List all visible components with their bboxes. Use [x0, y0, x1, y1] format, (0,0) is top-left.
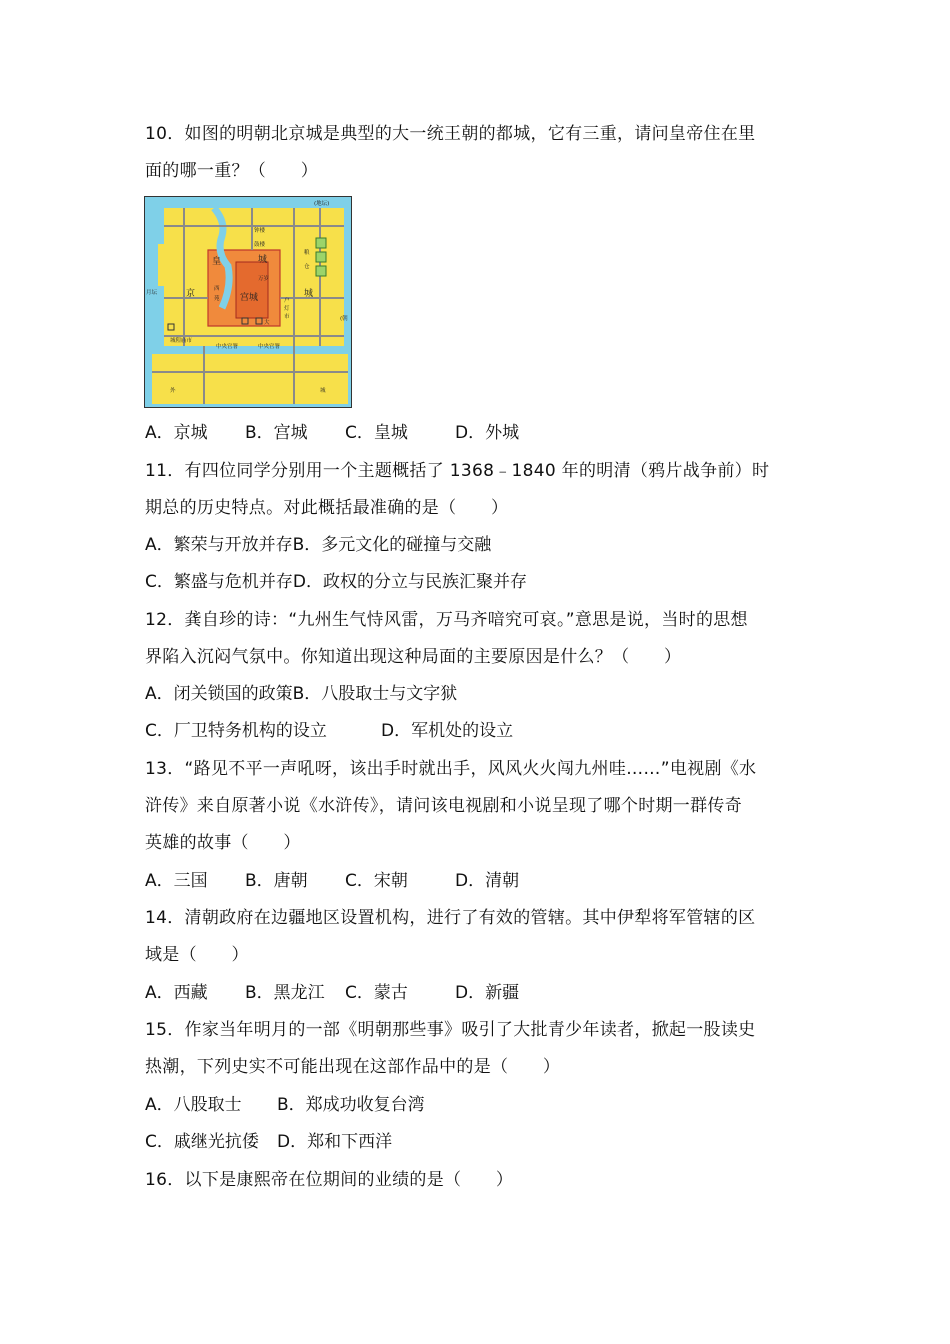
q12-option-a[interactable]: A．闭关锁国的政策	[145, 684, 293, 704]
q11-options-row1	[145, 533, 491, 557]
q11-stem-line1: 11．有四位同学分别用一个主题概括了 1368﹣1840 年的明清（鸦片战争前）时	[145, 461, 770, 481]
q14-options	[145, 981, 519, 1005]
map-label-xi: 西	[214, 286, 220, 292]
map-label-cheng-capital: 城	[304, 289, 314, 299]
q10-option-b[interactable]: B．宫城	[245, 423, 308, 443]
q13-option-a[interactable]: A．三国	[145, 871, 208, 891]
map-label-yuetan: 月坛	[146, 290, 158, 296]
q15-option-d[interactable]: D．郑和下西洋	[277, 1132, 393, 1152]
map-label-granary-2: 仓	[304, 264, 310, 270]
q12-options-row1	[145, 682, 457, 706]
map-label-chao: (朝	[340, 316, 348, 322]
q12-options-row2	[145, 719, 513, 743]
q12-stem-line2: 界陷入沉闷气氛中。你知道出现这种局面的主要原因是什么？（ ）	[145, 647, 682, 667]
q11-stem-line2: 期总的历史特点。对此概括最准确的是（ ）	[145, 498, 509, 518]
map-label-shi: 市	[284, 314, 290, 320]
map-granary-1	[316, 238, 326, 248]
q11-option-a[interactable]: A．繁荣与开放并存	[145, 535, 293, 555]
q13-stem-line2: 浒传》来自原著小说《水浒传》，请问该电视剧和小说呈现了哪个时期一群传奇	[145, 796, 742, 816]
q11-option-c[interactable]: C．繁盛与危机并存	[145, 572, 293, 592]
q10-options	[145, 421, 519, 445]
q11-option-d[interactable]: D．政权的分立与民族汇聚并存	[292, 572, 527, 592]
map-label-bell-tower: 钟楼	[254, 228, 266, 234]
map-label-central-2: 中央官署	[258, 344, 281, 350]
map-label-wai-cheng: 城	[320, 388, 326, 394]
map-granary-2	[316, 252, 326, 262]
q15-options-row1	[145, 1093, 425, 1117]
map-granary-3	[316, 266, 326, 276]
q15-options-row2	[145, 1130, 392, 1154]
q12-option-d[interactable]: D．军机处的设立	[381, 721, 514, 741]
map-label-drum-tower: 鼓楼	[254, 242, 266, 248]
q12-option-b[interactable]: B．八股取士与文字狱	[292, 684, 458, 704]
map-label-cheng-imperial: 城	[258, 255, 268, 265]
q10-stem-line1: 10．如图的明朝北京城是典型的大一统王朝的都城，它有三重，请问皇帝住在里	[145, 124, 756, 144]
q15-option-b[interactable]: B．郑成功收复台湾	[277, 1095, 425, 1115]
q12-stem-line1: 12．龚自珍的诗：“九州生气恃风雷，万马齐喑究可哀。”意思是说，当时的思想	[145, 610, 748, 630]
q10-option-c[interactable]: C．皇城	[345, 423, 408, 443]
map-label-deng: 灯	[284, 306, 290, 312]
q10-option-a[interactable]: A．京城	[145, 423, 208, 443]
q13-stem-line1: 13．“路见不平一声吼呀，该出手时就出手，风风火火闯九州哇……”电视剧《水	[145, 759, 757, 779]
map-label-jing: 京	[186, 289, 196, 299]
q14-stem-line1: 14．清朝政府在边疆地区设置机构，进行了有效的管辖。其中伊犁将军管辖的区	[145, 908, 756, 928]
map-label-da: 大	[264, 320, 270, 326]
map-label-wansui: 万岁	[258, 276, 270, 282]
q16-stem-line1: 16．以下是康熙帝在位期间的业绩的是（ ）	[145, 1170, 514, 1190]
q14-option-a[interactable]: A．西藏	[145, 983, 208, 1003]
map-label-palace: 宫城	[240, 293, 259, 303]
q15-option-c[interactable]: C．戚继光抗倭	[145, 1132, 259, 1152]
map-label-yuan: 苑	[214, 296, 220, 302]
map-label-huang: 皇	[212, 257, 222, 267]
map-label-hu: 户	[284, 298, 290, 304]
q14-option-d[interactable]: D．新疆	[455, 983, 520, 1003]
q13-stem-line3: 英雄的故事（ ）	[145, 833, 301, 853]
q14-option-b[interactable]: B．黑龙江	[245, 983, 325, 1003]
q11-options-row2	[145, 570, 527, 594]
q10-option-d[interactable]: D．外城	[455, 423, 520, 443]
q13-options	[145, 869, 519, 893]
map-label-ditan: (地坛)	[314, 201, 330, 207]
q14-option-c[interactable]: C．蒙古	[345, 983, 408, 1003]
map-palace-city	[236, 262, 268, 318]
q15-option-a[interactable]: A．八股取士	[145, 1095, 242, 1115]
q15-stem-line2: 热潮，下列史实不可能出现在这部作品中的是（ ）	[145, 1057, 561, 1077]
map-label-chenghuang: 城隍庙市	[170, 338, 193, 344]
map-label-wai: 外	[170, 388, 176, 394]
q13-option-d[interactable]: D．清朝	[455, 871, 520, 891]
q13-option-c[interactable]: C．宋朝	[345, 871, 408, 891]
map-label-central-1: 中央官署	[216, 344, 239, 350]
q12-option-c[interactable]: C．厂卫特务机构的设立	[145, 721, 327, 741]
q15-stem-line1: 15．作家当年明月的一部《明朝那些事》吸引了大批青少年读者，掀起一股读史	[145, 1020, 756, 1040]
q14-stem-line2: 域是（ ）	[145, 945, 249, 965]
q11-option-b[interactable]: B．多元文化的碰撞与交融	[292, 535, 492, 555]
q13-option-b[interactable]: B．唐朝	[245, 871, 308, 891]
q10-stem-line2: 面的哪一重？（ ）	[145, 161, 318, 181]
map-outer-city	[152, 354, 348, 404]
beijing-city-map	[144, 196, 352, 408]
map-label-granary-1: 粮	[304, 250, 310, 256]
